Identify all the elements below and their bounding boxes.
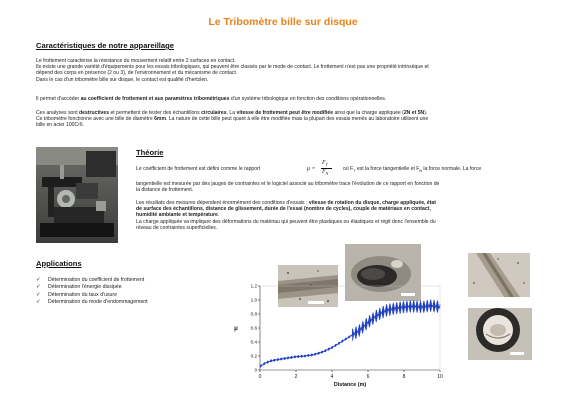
text-run: Les résultats des mesures dépendent énormément des conditions d'essais : — [136, 200, 309, 206]
tribometer-photo-image — [36, 147, 118, 243]
bold-run: 6mm — [154, 116, 166, 123]
text-run: . — [217, 212, 220, 219]
text-run: et permettent de tester des échantillons — [109, 110, 202, 116]
application-item — [36, 284, 148, 291]
application-item-label: Détermination du taux d'usure — [48, 291, 118, 298]
text-run: d'un système tribologique en fonction des conditions opérationnelles. — [229, 96, 387, 102]
text-run: . La nature de cette bille peut quant à elle être modifiée mais la plupart des essais menés au laboratoire utilisent une — [165, 116, 429, 123]
text-run: Il permet d'accéder — [36, 96, 81, 102]
fn-subscript: N — [325, 171, 329, 177]
ft-symbol: F — [322, 160, 326, 166]
theorie-line: tangentielle est mesurée par des jauges de contraintes et le logiciel associé au tribomètre trace l'évolution de ce rapport en fonction de — [136, 181, 440, 187]
caract-paragraph-1 — [36, 58, 546, 83]
application-item — [36, 299, 148, 306]
section-heading-applications: Applications — [36, 259, 82, 268]
check-icon: ✓ — [36, 284, 41, 291]
subscript: T — [353, 169, 356, 174]
section-heading-caracteristiques: Caractéristiques de notre appareillage — [36, 41, 175, 50]
micrograph-ball-scar-4 — [468, 308, 532, 360]
caract-line: Dans le cas d'un tribomètre bille sur disque, le contact est qualifié d'hertzien. — [36, 76, 209, 83]
text-run — [343, 166, 481, 174]
mu-symbol: μ = — [307, 166, 316, 172]
x-tick-label: 6 — [366, 374, 370, 380]
text-run: . La — [226, 110, 237, 116]
bold-run: au coefficient de frottement et aux paramètres tribométriques — [80, 96, 230, 102]
friction-chart — [228, 278, 453, 388]
bold-run: circulaires — [201, 110, 227, 116]
theorie-paragraph-1b — [136, 181, 551, 193]
x-tick-label: 0 — [258, 374, 262, 380]
subscript: N — [419, 169, 423, 174]
y-tick-label: 0.4 — [250, 339, 257, 345]
caract-paragraph-2 — [36, 96, 546, 102]
application-item-label: Détermination du coefficient de frottement — [48, 277, 145, 283]
x-axis-label: Distance (m) — [333, 382, 367, 388]
page-title: Le Tribomètre bille sur disque — [208, 16, 358, 28]
application-item-label: Détermination l'énergie dissipée — [48, 284, 122, 291]
theorie-line: La charge appliquée va impliquer des déformations du matériau qui peuvent être plastiques ou élastiques et régit donc l'ensemble du — [136, 218, 436, 225]
bold-run: vitesse de rotation du disque, charge appliquée, état — [308, 200, 436, 206]
friction-chart-svg — [228, 278, 453, 388]
tribometer-photo — [36, 147, 118, 243]
text-run: ainsi que la charge appliquée ( — [333, 110, 404, 116]
bold-run: destructives — [79, 110, 110, 116]
theorie-paragraph-2 — [136, 200, 551, 231]
caract-line: Le frottement caractérise la résistance du mouvement relatif entre 2 surfaces en contact. — [36, 58, 236, 64]
theorie-line: réseau de contraintes superficielles. — [136, 224, 218, 231]
check-icon: ✓ — [36, 291, 41, 298]
y-tick-label: 0.8 — [250, 311, 257, 317]
caract-line: dépend des corps en présence (2 ou 3), de l'environnement et du mécanisme de contact. — [36, 70, 238, 77]
text-run: ). — [424, 110, 428, 116]
bold-run: humidité ambiante et température — [136, 212, 218, 219]
theorie-line-1 — [136, 162, 551, 176]
bold-run: vitesse de frottement peut être modifiée — [236, 110, 334, 116]
formula-denominator — [322, 169, 328, 177]
y-tick-label: 0 — [254, 367, 257, 373]
check-icon: ✓ — [36, 299, 41, 306]
ft-subscript: T — [325, 162, 328, 168]
bold-run: de surface des échantillons, distance de glissement, durée de l'essai (nombre de cycles), couple de matériaux en contact, — [136, 206, 431, 213]
micrograph-image — [468, 308, 532, 360]
series-line-0 — [260, 299, 440, 367]
section-heading-theorie: Théorie — [136, 148, 164, 157]
applications-list — [36, 277, 148, 307]
text-run: où F — [343, 166, 354, 172]
text-run: est la force tangentielle et F — [355, 166, 420, 172]
text-run: Le coefficient de frottement est défini comme le rapport — [136, 166, 261, 172]
micrograph-wear-track-3 — [468, 253, 530, 297]
bold-run: 2N et 5N — [403, 110, 425, 116]
y-tick-label: 1.0 — [250, 297, 257, 303]
caract-line: bille en acier 100Cr6. — [36, 122, 85, 129]
text-run: Ces analyses sont — [36, 110, 80, 116]
text-run: la force normale. La force — [422, 166, 482, 172]
x-tick-label: 10 — [437, 374, 443, 380]
y-axis-label: μ — [234, 326, 238, 332]
check-icon: ✓ — [36, 277, 41, 283]
caract-line: Ils existe une grande variété d'équipements pour les essais tribologiques, qui peuvent être classés par le mode de contact. Le frottement n'est pas une propriété intrinsèque et — [36, 64, 429, 71]
y-tick-label: 0.2 — [250, 353, 257, 359]
application-item — [36, 277, 148, 284]
caract-paragraph-3 — [36, 110, 551, 129]
application-item-label: Détermination du mode d'endommagement — [48, 299, 148, 306]
fn-symbol: F — [322, 169, 326, 175]
text-run: Ce tribomètre fonctionne avec une bille de diamètre — [36, 116, 155, 123]
x-tick-label: 4 — [330, 374, 334, 380]
micrograph-image — [468, 253, 530, 297]
x-tick-label: 2 — [294, 374, 298, 380]
x-tick-label: 8 — [402, 374, 406, 380]
theorie-line: la distance de frottement. — [136, 187, 194, 194]
application-item — [36, 292, 148, 299]
y-tick-label: 1.2 — [250, 283, 257, 289]
y-tick-label: 0.6 — [250, 325, 257, 331]
